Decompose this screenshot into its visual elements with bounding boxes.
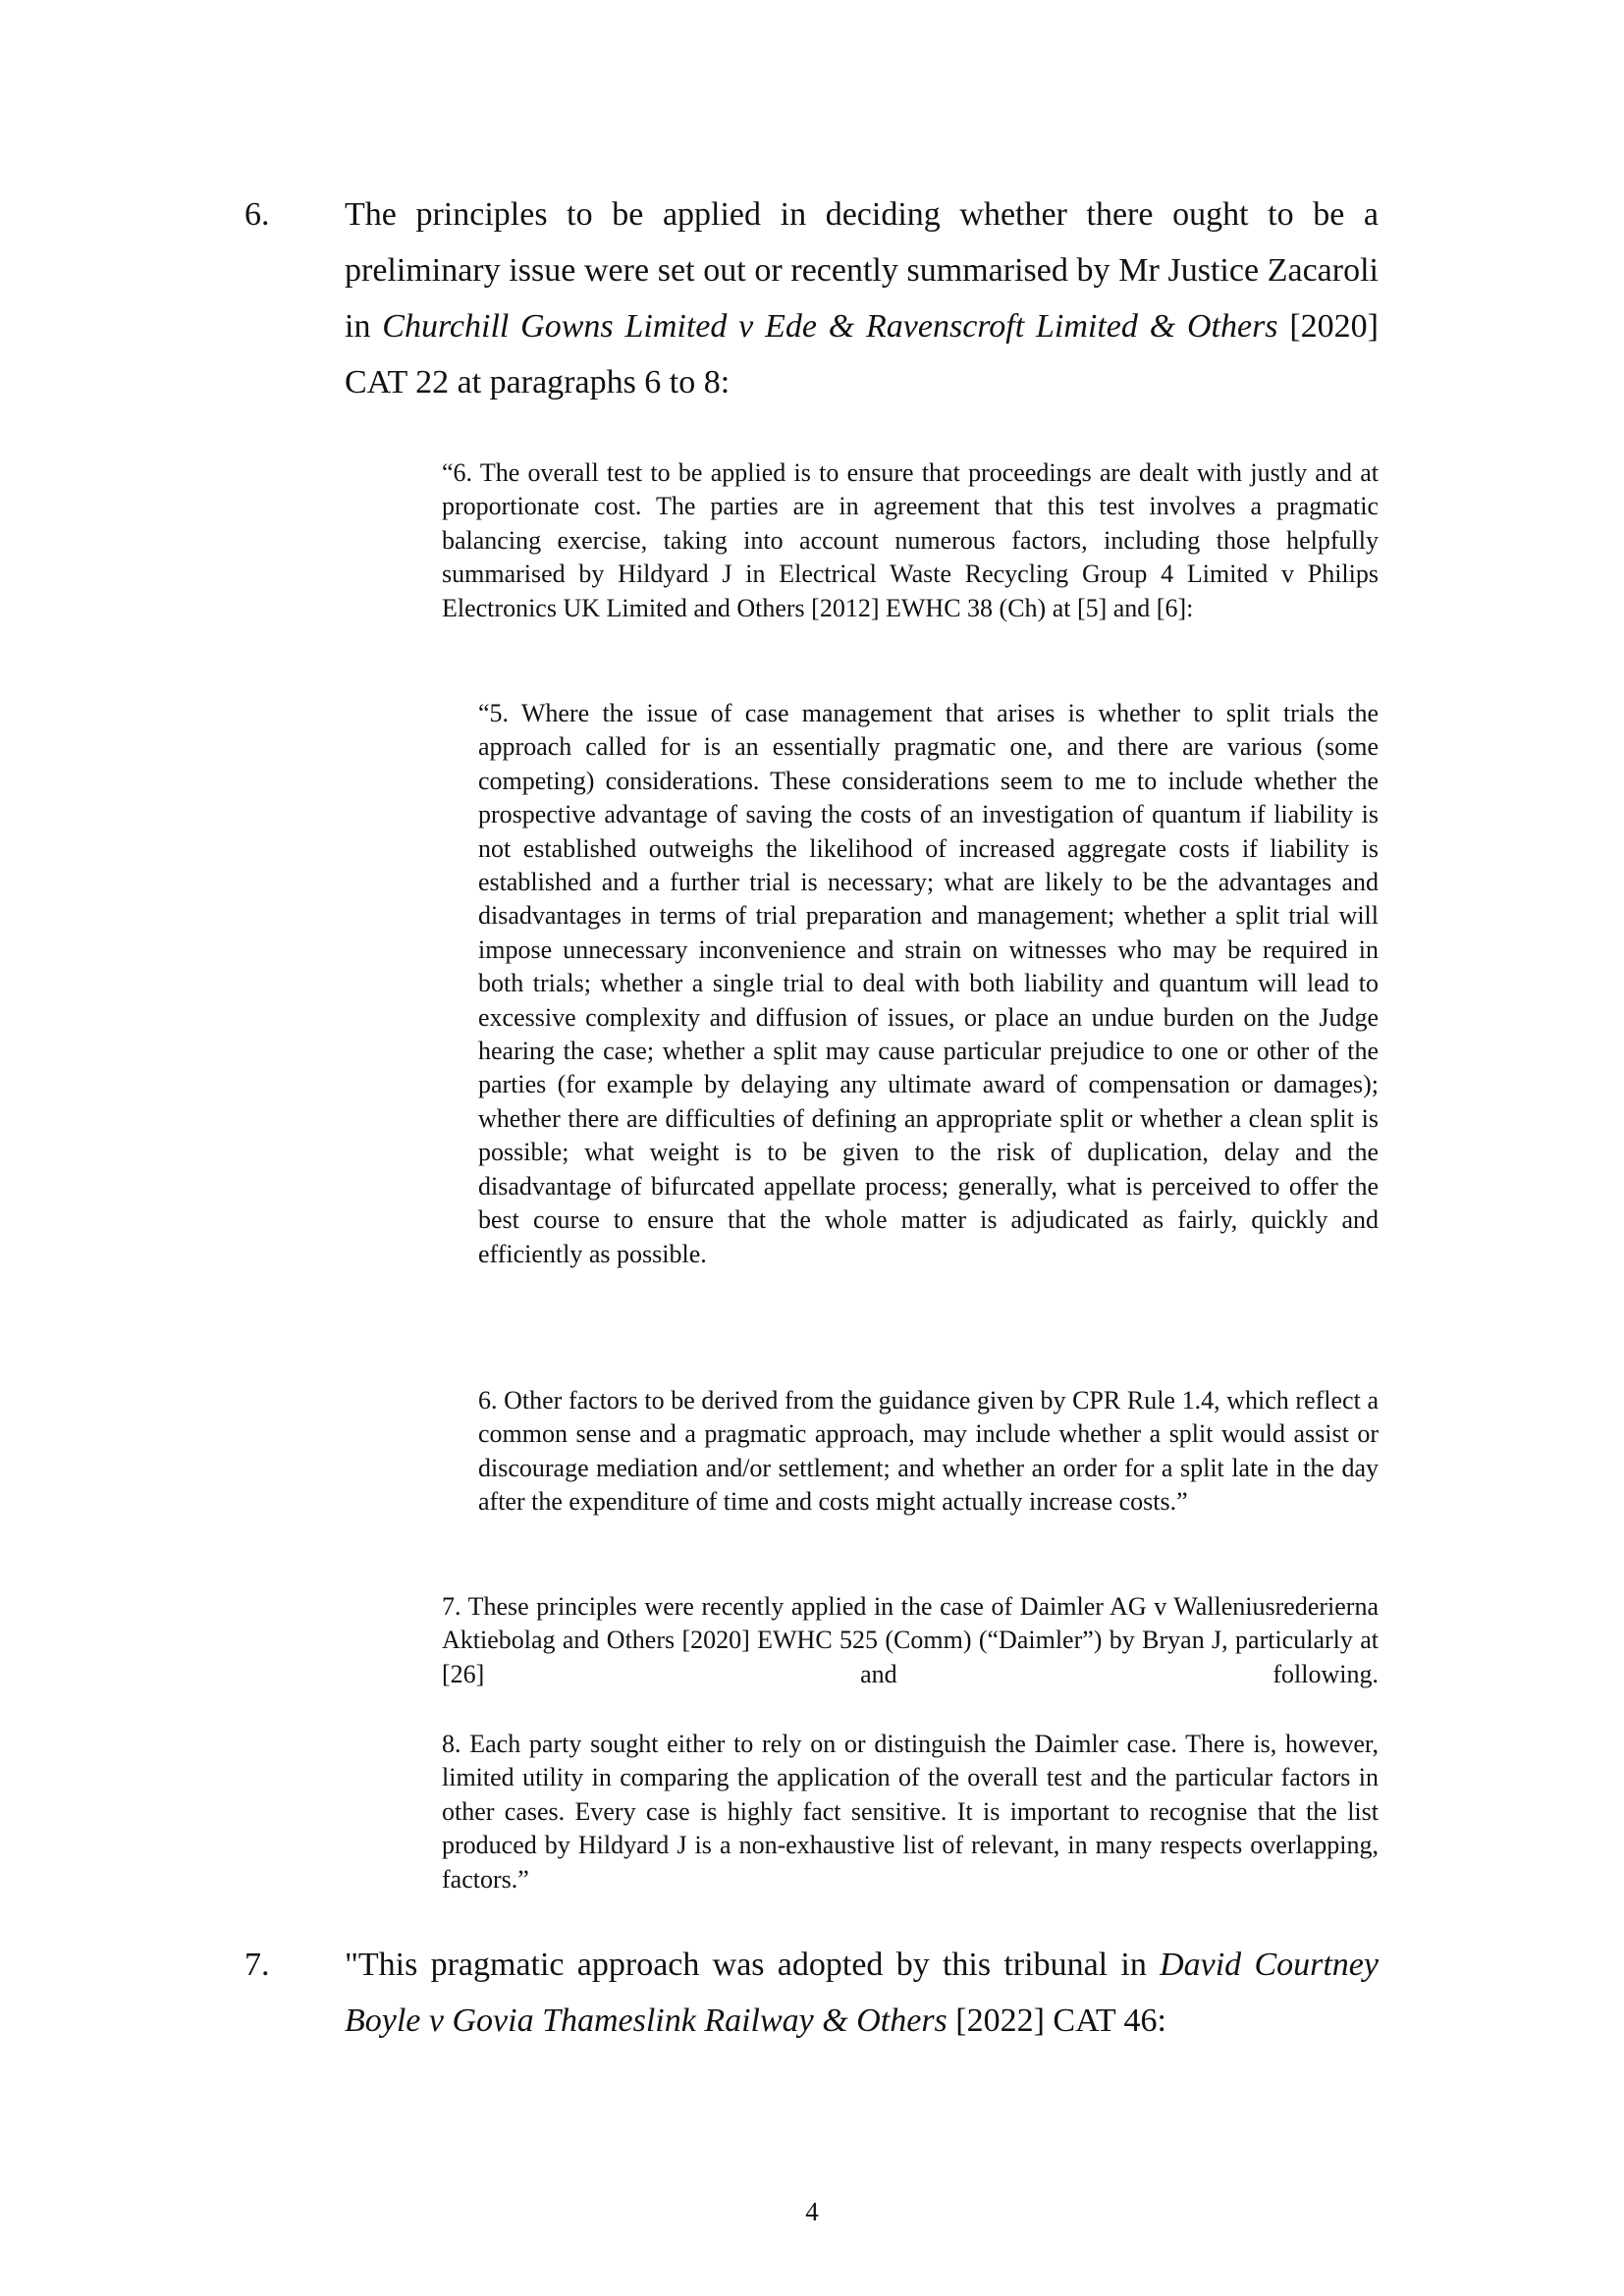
paragraph-6 (345, 187, 1379, 410)
case-name-boyle-v-govia: David Courtney Boyle v Govia Thameslink Railway & Others (345, 1947, 1379, 2039)
paragraph-7 (345, 1937, 1379, 2049)
paragraph-number-7: 7. (244, 1947, 270, 1983)
quote-paragraph-6: “6. The overall test to be applied is to ensure that proceedings are dealt with justly and at proportionate cost. The parties are in agreement that this test involves a pragmatic balancing exercise, taking into account numerous factors, including those helpfully summarised by Hildyard J in Electrical Waste Recycling Group 4 Limited v Philips Electronics UK Limited and Others [2012] EWHC 38 (Ch) at [5] and [6]: (442, 458, 1379, 622)
quote-paragraph-8: 8. Each party sought either to rely on or distinguish the Daimler case. There is, however, limited utility in comparing the application of the overall test and the particular factors in other cases. Every case is highly fact sensitive. It is important to recognise that the list produced by Hildyard J is a non-exhaustive list of relevant, in many respects overlapping, factors.” (442, 1730, 1379, 1894)
quote-paragraph-7: 7. These principles were recently applied in the case of Daimler AG v Walleniusrederierna Aktiebolag and Others [2020] EWHC 525 (Comm) (“Daimler”) by Bryan J, particularly at [26] and following. (442, 1592, 1379, 1688)
nested-quote-paragraph-5: “5. Where the issue of case management that arises is whether to split trials the approach called for is an essentially pragmatic one, and there are various (some competing) considerations. These considerations seem to me to include whether the prospective advantage of saving the costs of an investigation of quantum if liability is not established outweighs the likelihood of increased aggregate costs if liability is established and a further trial is necessary; what are likely to be the advantages and disadvantages in terms of trial preparation and management; whether a split trial will impose unnecessary inconvenience and strain on witnesses who may be required in both trials; whether a single trial to deal with both liability and quantum will lead to excessive complexity and diffusion of issues, or place an undue burden on the Judge hearing the case; whether a split may cause particular prejudice to one or other of the parties (for example by delaying any ultimate award of compensation or damages); whether there are difficulties of defining an appropriate split or whether a clean split is possible; what weight is to be given to the risk of duplication, delay and the disadvantage of bifurcated appellate process; generally, what is perceived to offer the best course to ensure that the whole matter is adjudicated as fairly, quickly and efficiently as possible. (478, 699, 1379, 1268)
paragraph-number-6: 6. (244, 196, 270, 233)
nested-quote-paragraph-6: 6. Other factors to be derived from the guidance given by CPR Rule 1.4, which reflect a common sense and a pragmatic approach, may include whether a split would assist or discourage mediation and/or settlement; and whether an order for a split late in the day after the expenditure of time and costs might actually increase costs.” (478, 1386, 1379, 1517)
paragraph-7-text-before: "This pragmatic approach was adopted by this tribunal in (345, 1947, 1161, 1983)
paragraph-6-text-after: [2020] CAT 22 at paragraphs 6 to 8: (345, 308, 1379, 400)
paragraph-7-text-after: [2022] CAT 46: (947, 2002, 1166, 2039)
page-number: 4 (805, 2197, 819, 2226)
paragraph-6-text-before: The principles to be applied in deciding whether there ought to be a preliminary issue were set out or recently summarised by Mr Justice Zacaroli in (345, 196, 1379, 345)
case-name-churchill-gowns: Churchill Gowns Limited v Ede & Ravenscroft Limited & Others (382, 308, 1278, 345)
